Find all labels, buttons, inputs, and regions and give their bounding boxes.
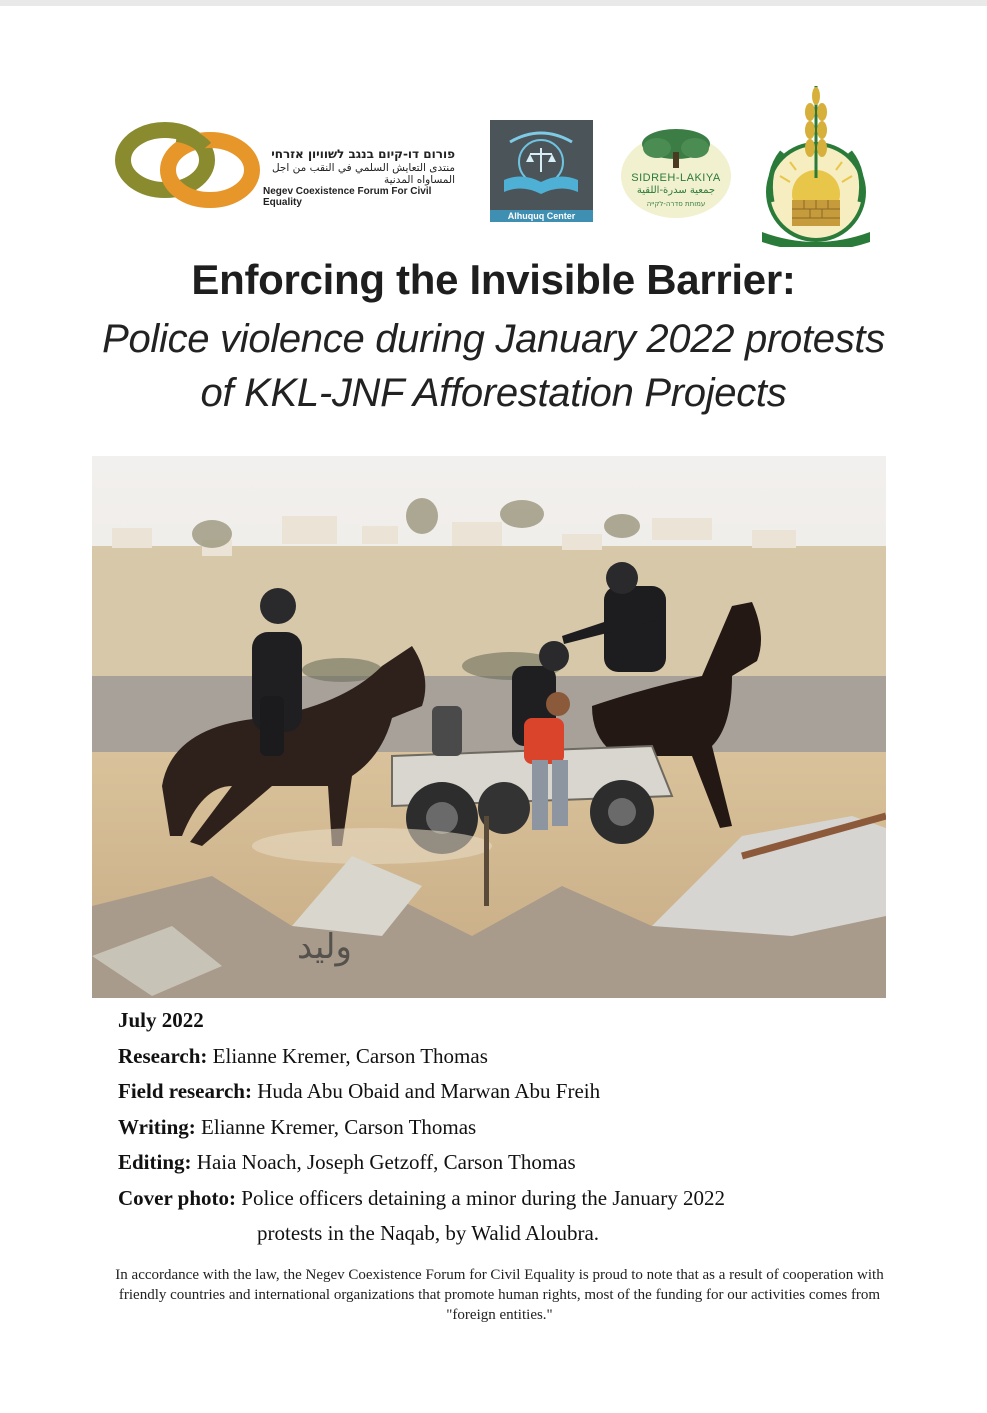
alhuquq-label: Alhuquq Center: [490, 210, 593, 222]
ncf-name-arabic: منتدى التعايش السلمي في النقب من اجل المساواه المدنية: [271, 161, 455, 186]
scales-book-icon: [490, 120, 593, 210]
cover-photo-illustration: [92, 456, 886, 998]
photographer-watermark: وليد: [297, 927, 352, 967]
wheat-sun-emblem-icon: [752, 82, 880, 247]
credit-field-research: [118, 1076, 918, 1112]
credit-research-label: Research:: [118, 1043, 208, 1068]
top-edge-bar: [0, 0, 987, 6]
credit-writing: [118, 1112, 918, 1148]
credits-block: [118, 1005, 918, 1254]
sidreh-name-english: SIDREH-LAKIYA: [631, 172, 721, 184]
publication-date: July 2022: [118, 1008, 204, 1032]
ncf-logo-text: [263, 148, 455, 209]
alhuquq-center-logo: [490, 120, 593, 222]
funding-disclaimer: In accordance with the law, the Negev Coexistence Forum for Civil Equality is proud to note that as a result of cooperation with friendly countries and international organizations that promote human rights, most of the funding for our activities comes from "foreign entities.": [115, 1267, 884, 1323]
report-title: Enforcing the Invisible Barrier:: [191, 256, 796, 303]
credit-editing-label: Editing:: [118, 1150, 192, 1174]
report-subtitle-line-2: of KKL-JNF Afforestation Projects: [200, 371, 787, 415]
credit-research: [118, 1041, 918, 1077]
cover-photo: [92, 456, 886, 998]
credit-cover-label: Cover photo:: [118, 1185, 237, 1210]
report-subtitle-line-1: Police violence during January 2022 protests: [102, 317, 885, 361]
credit-cover-photo-continued: [118, 1218, 918, 1254]
sidreh-lakiya-logo: [619, 126, 733, 220]
sidreh-name-arabic: جمعية سدرة-اللقية: [636, 185, 716, 196]
credit-writing-value: Elianne Kremer, Carson Thomas: [201, 1114, 477, 1139]
report-subtitle: [0, 312, 987, 420]
credit-cover-value-line-2: protests in the Naqab, by Walid Aloubra.: [257, 1221, 600, 1245]
credit-writing-label: Writing:: [118, 1114, 196, 1139]
interlocking-rings-icon: [115, 120, 260, 210]
ncf-logo: [115, 120, 460, 210]
credit-research-value: Elianne Kremer, Carson Thomas: [212, 1043, 488, 1068]
credit-field-value: Huda Abu Obaid and Marwan Abu Freih: [257, 1079, 601, 1103]
credit-cover-photo: [118, 1183, 918, 1219]
credit-cover-value-line-1: Police officers detaining a minor during the January 2022: [241, 1185, 725, 1210]
credit-editing: [118, 1147, 918, 1183]
ncf-name-hebrew: פורום דו-קיום בנגב לשוויון אזרחי: [271, 147, 455, 161]
ncf-name-english: Negev Coexistence Forum For Civil Equality: [263, 185, 432, 209]
sidreh-name-hebrew: עמותת סדרה-לקייה: [646, 200, 706, 208]
council-emblem-logo: [752, 82, 880, 247]
credit-editing-value: Haia Noach, Joseph Getzoff, Carson Thomas: [196, 1150, 576, 1174]
credit-field-label: Field research:: [118, 1079, 252, 1103]
